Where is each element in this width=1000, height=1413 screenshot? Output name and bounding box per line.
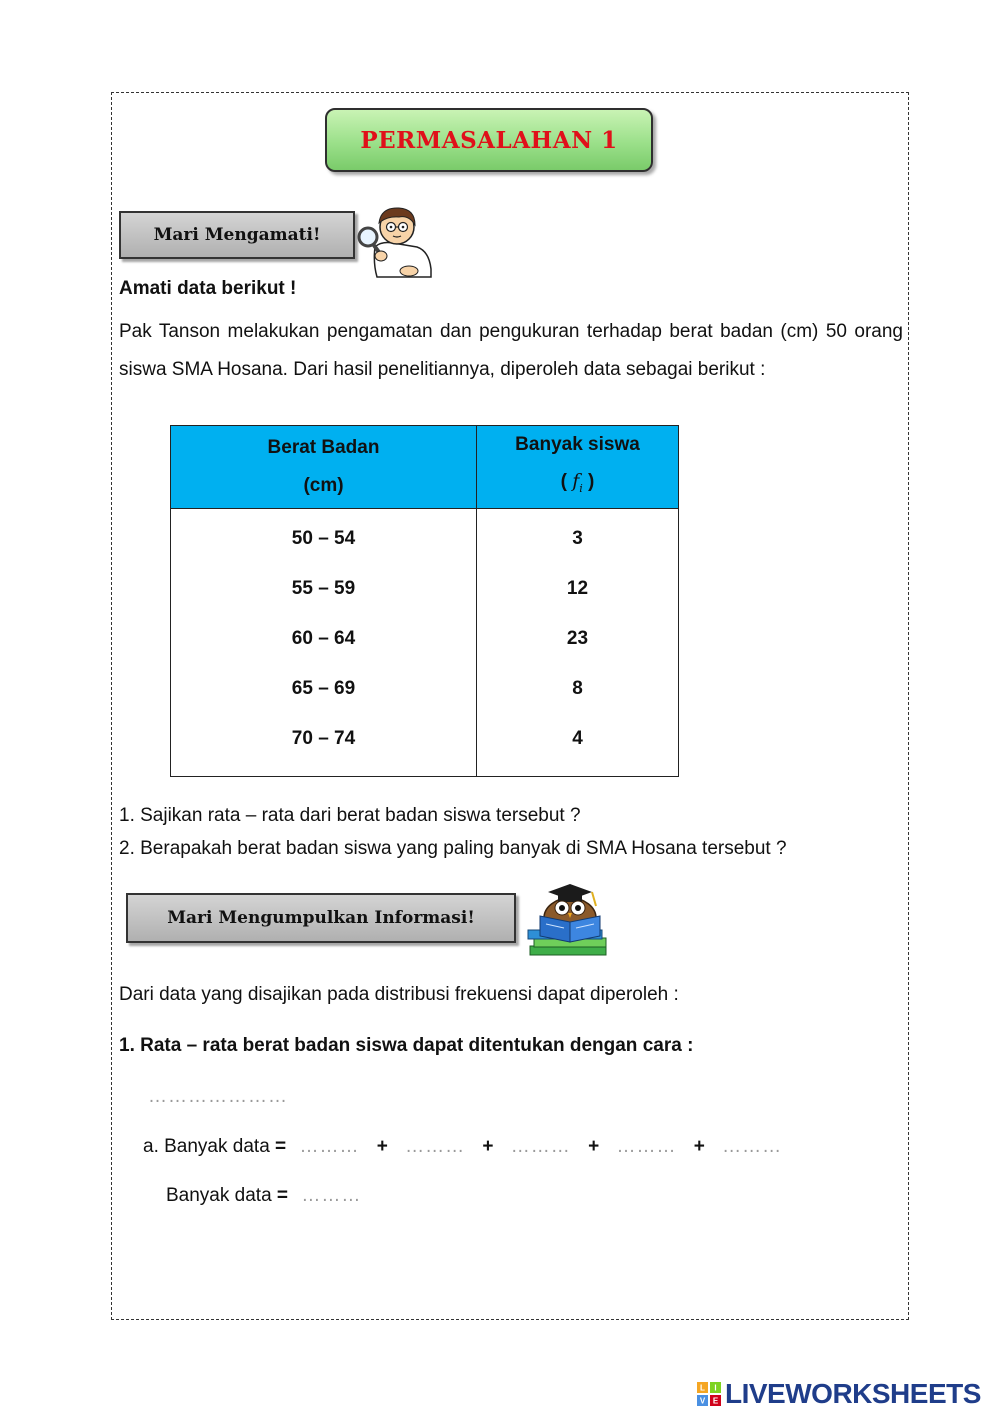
table-cell-count: 8 xyxy=(572,678,583,699)
table-header-count: Banyak siswa ( $f_i$ ) xyxy=(477,426,679,509)
brand-name: LIVEWORKSHEETS xyxy=(725,1378,981,1409)
badge-letter: E xyxy=(712,1396,719,1406)
answer-blank[interactable]: ……… xyxy=(301,1185,362,1206)
instruction-text: Amati data berikut ! xyxy=(119,278,297,299)
table-cell-range: 70 – 74 xyxy=(291,728,356,749)
owl-reading-book-icon xyxy=(524,880,616,962)
method-heading: 1. Rata – rata berat badan siswa dapat ditentukan dengan cara : xyxy=(119,1035,694,1056)
observe-section-tag: Mari Mengamati! xyxy=(119,211,355,259)
boy-with-magnifier-icon xyxy=(357,203,435,279)
frequency-table xyxy=(170,425,679,777)
answer-blank[interactable]: ……… xyxy=(616,1136,677,1157)
equals-sign: = xyxy=(275,1136,287,1157)
gather-intro-text: Dari data yang disajikan pada distribusi frekuensi dapat diperoleh : xyxy=(119,984,679,1005)
plus-sign: + xyxy=(588,1136,600,1157)
table-cell-range: 60 – 64 xyxy=(291,628,356,649)
weight-range-column xyxy=(171,509,477,777)
answer-blank[interactable]: ……… xyxy=(722,1136,783,1157)
table-cell-range: 55 – 59 xyxy=(291,578,356,599)
answer-blank[interactable]: ……… xyxy=(299,1136,360,1157)
data-count-row-b xyxy=(166,1186,361,1206)
plus-sign: + xyxy=(376,1136,388,1157)
answer-blank[interactable]: ………………… xyxy=(148,1086,288,1107)
student-count-column xyxy=(477,509,679,777)
answer-blank[interactable]: ……… xyxy=(510,1136,571,1157)
table-cell-count: 4 xyxy=(572,728,583,749)
table-cell-count: 3 xyxy=(572,528,583,549)
liveworksheets-logo xyxy=(697,1378,981,1410)
badge-letter: V xyxy=(699,1396,706,1406)
answer-blank[interactable]: ……… xyxy=(405,1136,466,1157)
question-1: 1. Sajikan rata – rata dari berat badan siswa tersebut ? xyxy=(119,805,581,826)
gather-info-section-tag: Mari Mengumpulkan Informasi! xyxy=(126,893,516,943)
badge-letter: L xyxy=(700,1383,705,1393)
table-cell-range: 50 – 54 xyxy=(291,528,356,549)
table-cell-count: 12 xyxy=(566,578,589,599)
data-count-row-a xyxy=(143,1137,782,1157)
data-count-label: a. Banyak data xyxy=(143,1136,270,1157)
equals-sign: = xyxy=(276,1185,289,1206)
plus-sign: + xyxy=(693,1136,705,1157)
data-count-label: Banyak data xyxy=(166,1185,272,1206)
liveworksheets-badge-icon xyxy=(697,1382,721,1406)
table-cell-range: 65 – 69 xyxy=(291,678,356,699)
badge-letter: I xyxy=(714,1383,717,1393)
problem-paragraph: Pak Tanson melakukan pengamatan dan pengukuran terhadap berat badan (cm) 50 orang siswa SMA Hosana. Dari hasil penelitiannya, diperoleh data sebagai berikut : xyxy=(119,321,903,380)
plus-sign: + xyxy=(482,1136,494,1157)
question-2: 2. Berapakah berat badan siswa yang paling banyak di SMA Hosana tersebut ? xyxy=(119,838,787,859)
table-header-weight: Berat Badan (cm) xyxy=(171,426,477,509)
table-cell-count: 23 xyxy=(566,628,589,649)
problem-title: PERMASALAHAN 1 xyxy=(325,108,653,172)
